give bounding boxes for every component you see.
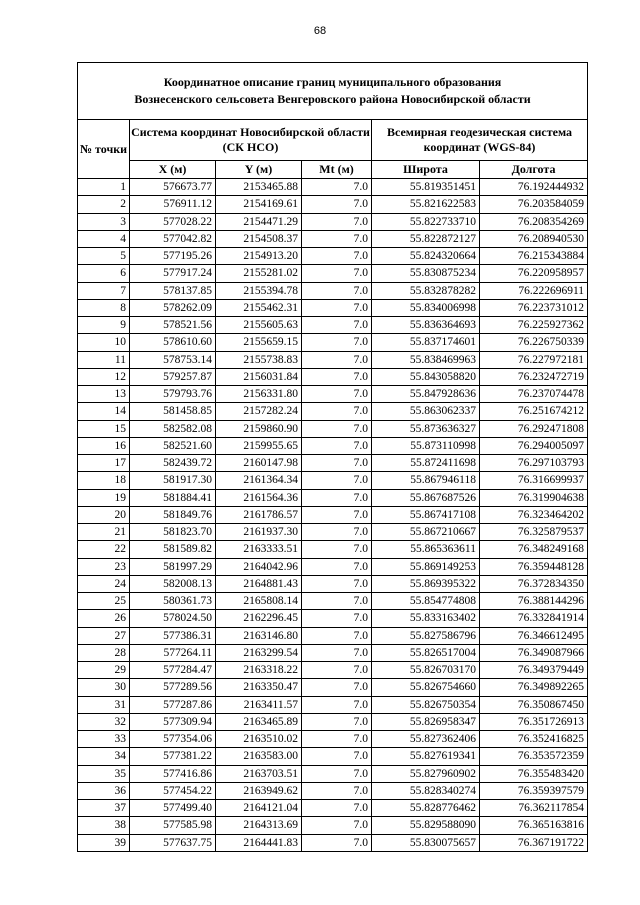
table-row [78,748,588,765]
cell-mt: 7.0 [302,506,372,523]
cell-point-number: 23 [78,558,130,575]
cell-latitude: 55.833163402 [372,610,480,627]
cell-mt: 7.0 [302,593,372,610]
table-row [78,834,588,851]
cell-mt: 7.0 [302,662,372,679]
cell-longitude: 76.365163816 [480,817,588,834]
cell-mt: 7.0 [302,765,372,782]
cell-y: 2163703.51 [216,765,302,782]
cell-y: 2164042.96 [216,558,302,575]
cell-longitude: 76.203584059 [480,196,588,213]
cell-latitude: 55.822872127 [372,230,480,247]
cell-point-number: 8 [78,299,130,316]
cell-point-number: 10 [78,334,130,351]
cell-longitude: 76.225927362 [480,317,588,334]
table-row [78,213,588,230]
table-row [78,265,588,282]
cell-x: 578610.60 [130,334,216,351]
cell-y: 2161786.57 [216,506,302,523]
cell-latitude: 55.828776462 [372,800,480,817]
cell-mt: 7.0 [302,317,372,334]
cell-longitude: 76.294005097 [480,437,588,454]
cell-longitude: 76.251674212 [480,403,588,420]
cell-mt: 7.0 [302,196,372,213]
cell-latitude: 55.832878282 [372,282,480,299]
cell-point-number: 7 [78,282,130,299]
cell-mt: 7.0 [302,679,372,696]
table-row [78,593,588,610]
table-row [78,299,588,316]
cell-longitude: 76.323464202 [480,506,588,523]
cell-latitude: 55.867946118 [372,472,480,489]
cell-y: 2164313.69 [216,817,302,834]
cell-longitude: 76.232472719 [480,368,588,385]
cell-latitude: 55.827586796 [372,627,480,644]
cell-mt: 7.0 [302,575,372,592]
cell-point-number: 13 [78,386,130,403]
cell-y: 2161364.34 [216,472,302,489]
cell-point-number: 2 [78,196,130,213]
cell-x: 576673.77 [130,179,216,196]
cell-x: 582008.13 [130,575,216,592]
cell-x: 577416.86 [130,765,216,782]
cell-x: 577917.24 [130,265,216,282]
cell-y: 2159955.65 [216,437,302,454]
cell-point-number: 26 [78,610,130,627]
cell-y: 2154913.20 [216,248,302,265]
cell-latitude: 55.829588090 [372,817,480,834]
cell-mt: 7.0 [302,455,372,472]
table-row [78,472,588,489]
cell-point-number: 21 [78,524,130,541]
cell-mt: 7.0 [302,230,372,247]
cell-latitude: 55.867210667 [372,524,480,541]
cell-latitude: 55.834006998 [372,299,480,316]
cell-mt: 7.0 [302,541,372,558]
cell-x: 582439.72 [130,455,216,472]
cell-point-number: 29 [78,662,130,679]
cell-longitude: 76.350867450 [480,696,588,713]
cell-point-number: 6 [78,265,130,282]
cell-latitude: 55.826754660 [372,679,480,696]
cell-latitude: 55.821622583 [372,196,480,213]
cell-latitude: 55.854774808 [372,593,480,610]
cell-x: 577354.06 [130,731,216,748]
cell-x: 582521.60 [130,437,216,454]
cell-longitude: 76.192444932 [480,179,588,196]
cell-longitude: 76.215343884 [480,248,588,265]
cell-point-number: 15 [78,420,130,437]
cell-point-number: 14 [78,403,130,420]
cell-y: 2155605.63 [216,317,302,334]
table-row [78,420,588,437]
cell-point-number: 17 [78,455,130,472]
cell-longitude: 76.349892265 [480,679,588,696]
cell-longitude: 76.208940530 [480,230,588,247]
cell-x: 582582.08 [130,420,216,437]
table-row [78,541,588,558]
cell-x: 581884.41 [130,489,216,506]
cell-longitude: 76.359448128 [480,558,588,575]
cell-point-number: 11 [78,351,130,368]
cell-latitude: 55.824320664 [372,248,480,265]
cell-x: 579257.87 [130,368,216,385]
cell-latitude: 55.827960902 [372,765,480,782]
cell-x: 581823.70 [130,524,216,541]
cell-x: 578024.50 [130,610,216,627]
cell-mt: 7.0 [302,834,372,851]
cell-longitude: 76.355483420 [480,765,588,782]
cell-x: 580361.73 [130,593,216,610]
cell-latitude: 55.830075657 [372,834,480,851]
cell-longitude: 76.362117854 [480,800,588,817]
coordinates-table [77,62,588,852]
cell-y: 2154169.61 [216,196,302,213]
cell-mt: 7.0 [302,351,372,368]
cell-x: 578137.85 [130,282,216,299]
cell-x: 576911.12 [130,196,216,213]
cell-point-number: 19 [78,489,130,506]
cell-point-number: 5 [78,248,130,265]
cell-longitude: 76.316699937 [480,472,588,489]
cell-x: 577585.98 [130,817,216,834]
cell-point-number: 4 [78,230,130,247]
cell-point-number: 32 [78,713,130,730]
cell-point-number: 16 [78,437,130,454]
cell-y: 2161937.30 [216,524,302,541]
cell-mt: 7.0 [302,817,372,834]
cell-x: 581589.82 [130,541,216,558]
table-row [78,765,588,782]
table-row [78,506,588,523]
cell-y: 2161564.36 [216,489,302,506]
header-x: X (м) [130,161,216,179]
cell-point-number: 31 [78,696,130,713]
table-row [78,386,588,403]
header-point-number: № точки [78,120,130,179]
cell-mt: 7.0 [302,800,372,817]
cell-point-number: 12 [78,368,130,385]
cell-longitude: 76.297103793 [480,455,588,472]
cell-x: 577386.31 [130,627,216,644]
cell-mt: 7.0 [302,420,372,437]
cell-longitude: 76.367191722 [480,834,588,851]
cell-latitude: 55.838469963 [372,351,480,368]
table-row [78,817,588,834]
cell-y: 2154471.29 [216,213,302,230]
cell-y: 2154508.37 [216,230,302,247]
cell-latitude: 55.847928636 [372,386,480,403]
title-line-2: Вознесенского сельсовета Венгеровского района Новосибирской области [134,92,531,106]
cell-y: 2163411.57 [216,696,302,713]
cell-mt: 7.0 [302,248,372,265]
table-row [78,696,588,713]
table-row [78,679,588,696]
cell-mt: 7.0 [302,524,372,541]
cell-point-number: 37 [78,800,130,817]
cell-x: 579793.76 [130,386,216,403]
cell-latitude: 55.843058820 [372,368,480,385]
cell-x: 581849.76 [130,506,216,523]
page-number: 68 [313,25,327,37]
table-row [78,524,588,541]
table-row [78,627,588,644]
cell-x: 577287.86 [130,696,216,713]
table-row [78,644,588,661]
cell-y: 2163949.62 [216,782,302,799]
cell-x: 577028.22 [130,213,216,230]
cell-longitude: 76.226750339 [480,334,588,351]
cell-x: 577381.22 [130,748,216,765]
cell-point-number: 36 [78,782,130,799]
cell-longitude: 76.332841914 [480,610,588,627]
cell-latitude: 55.867417108 [372,506,480,523]
cell-point-number: 1 [78,179,130,196]
cell-y: 2153465.88 [216,179,302,196]
cell-mt: 7.0 [302,179,372,196]
table-row [78,248,588,265]
cell-point-number: 20 [78,506,130,523]
cell-y: 2164881.43 [216,575,302,592]
cell-mt: 7.0 [302,334,372,351]
table-row [78,610,588,627]
cell-latitude: 55.826958347 [372,713,480,730]
cell-x: 577284.47 [130,662,216,679]
cell-latitude: 55.837174601 [372,334,480,351]
cell-mt: 7.0 [302,282,372,299]
cell-longitude: 76.325879537 [480,524,588,541]
cell-x: 578753.14 [130,351,216,368]
cell-x: 577637.75 [130,834,216,851]
cell-y: 2164121.04 [216,800,302,817]
cell-mt: 7.0 [302,403,372,420]
cell-mt: 7.0 [302,644,372,661]
cell-mt: 7.0 [302,558,372,575]
cell-latitude: 55.822733710 [372,213,480,230]
cell-point-number: 25 [78,593,130,610]
table-row [78,800,588,817]
cell-point-number: 27 [78,627,130,644]
cell-latitude: 55.830875234 [372,265,480,282]
cell-x: 577264.11 [130,644,216,661]
cell-y: 2160147.98 [216,455,302,472]
cell-latitude: 55.827362406 [372,731,480,748]
cell-y: 2156031.84 [216,368,302,385]
cell-mt: 7.0 [302,437,372,454]
cell-y: 2163318.22 [216,662,302,679]
cell-latitude: 55.826703170 [372,662,480,679]
cell-x: 577309.94 [130,713,216,730]
cell-longitude: 76.372834350 [480,575,588,592]
header-nso-system: Система координат Новосибирской области (СК НСО) [130,120,372,161]
table-row [78,230,588,247]
cell-y: 2163583.00 [216,748,302,765]
cell-mt: 7.0 [302,265,372,282]
cell-latitude: 55.826517004 [372,644,480,661]
cell-x: 578262.09 [130,299,216,316]
cell-point-number: 24 [78,575,130,592]
cell-y: 2156331.80 [216,386,302,403]
header-longitude: Долгота [480,161,588,179]
cell-x: 581997.29 [130,558,216,575]
cell-latitude: 55.867687526 [372,489,480,506]
table-row [78,334,588,351]
table-row [78,782,588,799]
header-wgs-system: Всемирная геодезическая система координат (WGS-84) [372,120,588,161]
cell-latitude: 55.863062337 [372,403,480,420]
cell-latitude: 55.865363611 [372,541,480,558]
cell-longitude: 76.388144296 [480,593,588,610]
cell-latitude: 55.826750354 [372,696,480,713]
table-row [78,179,588,196]
cell-x: 581458.85 [130,403,216,420]
cell-mt: 7.0 [302,213,372,230]
cell-point-number: 18 [78,472,130,489]
title-line-1: Координатное описание границ муниципального образования [163,75,502,89]
cell-y: 2163299.54 [216,644,302,661]
cell-x: 577454.22 [130,782,216,799]
cell-longitude: 76.351726913 [480,713,588,730]
cell-y: 2155462.31 [216,299,302,316]
cell-longitude: 76.349087966 [480,644,588,661]
header-mt: Mt (м) [302,161,372,179]
table-row [78,455,588,472]
cell-y: 2157282.24 [216,403,302,420]
cell-x: 577289.56 [130,679,216,696]
table-row [78,282,588,299]
cell-longitude: 76.223731012 [480,299,588,316]
cell-y: 2163333.51 [216,541,302,558]
cell-mt: 7.0 [302,748,372,765]
cell-point-number: 39 [78,834,130,851]
cell-longitude: 76.353572359 [480,748,588,765]
table-row [78,713,588,730]
cell-longitude: 76.352416825 [480,731,588,748]
cell-longitude: 76.348249168 [480,541,588,558]
table-row [78,575,588,592]
cell-y: 2155738.83 [216,351,302,368]
table-row [78,196,588,213]
cell-mt: 7.0 [302,610,372,627]
table-row [78,317,588,334]
cell-y: 2155394.78 [216,282,302,299]
cell-latitude: 55.828340274 [372,782,480,799]
cell-x: 577195.26 [130,248,216,265]
table-row [78,368,588,385]
table-row [78,731,588,748]
cell-latitude: 55.827619341 [372,748,480,765]
cell-longitude: 76.220958957 [480,265,588,282]
cell-x: 581917.30 [130,472,216,489]
cell-point-number: 30 [78,679,130,696]
cell-point-number: 3 [78,213,130,230]
cell-mt: 7.0 [302,696,372,713]
cell-y: 2165808.14 [216,593,302,610]
cell-x: 577042.82 [130,230,216,247]
cell-point-number: 34 [78,748,130,765]
table-row [78,437,588,454]
cell-longitude: 76.349379449 [480,662,588,679]
table-row [78,558,588,575]
table-row [78,351,588,368]
cell-y: 2163510.02 [216,731,302,748]
table-title [78,63,588,120]
cell-longitude: 76.222696911 [480,282,588,299]
cell-longitude: 76.319904638 [480,489,588,506]
cell-mt: 7.0 [302,489,372,506]
cell-y: 2159860.90 [216,420,302,437]
cell-y: 2162296.45 [216,610,302,627]
cell-point-number: 38 [78,817,130,834]
cell-longitude: 76.346612495 [480,627,588,644]
cell-y: 2163465.89 [216,713,302,730]
cell-longitude: 76.208354269 [480,213,588,230]
cell-mt: 7.0 [302,472,372,489]
cell-point-number: 28 [78,644,130,661]
cell-longitude: 76.292471808 [480,420,588,437]
cell-x: 577499.40 [130,800,216,817]
cell-y: 2155281.02 [216,265,302,282]
cell-point-number: 33 [78,731,130,748]
cell-point-number: 9 [78,317,130,334]
cell-mt: 7.0 [302,782,372,799]
cell-point-number: 35 [78,765,130,782]
cell-mt: 7.0 [302,713,372,730]
table-row [78,403,588,420]
cell-mt: 7.0 [302,299,372,316]
table-row [78,489,588,506]
cell-y: 2163350.47 [216,679,302,696]
cell-latitude: 55.873110998 [372,437,480,454]
header-latitude: Широта [372,161,480,179]
cell-mt: 7.0 [302,627,372,644]
cell-y: 2163146.80 [216,627,302,644]
header-y: Y (м) [216,161,302,179]
cell-latitude: 55.869395322 [372,575,480,592]
cell-longitude: 76.237074478 [480,386,588,403]
cell-y: 2155659.15 [216,334,302,351]
cell-latitude: 55.836364693 [372,317,480,334]
cell-latitude: 55.869149253 [372,558,480,575]
cell-mt: 7.0 [302,368,372,385]
cell-latitude: 55.819351451 [372,179,480,196]
cell-mt: 7.0 [302,386,372,403]
cell-latitude: 55.873636327 [372,420,480,437]
cell-x: 578521.56 [130,317,216,334]
cell-point-number: 22 [78,541,130,558]
cell-mt: 7.0 [302,731,372,748]
cell-y: 2164441.83 [216,834,302,851]
table-row [78,662,588,679]
cell-longitude: 76.359397579 [480,782,588,799]
table-body [78,179,588,852]
cell-latitude: 55.872411698 [372,455,480,472]
cell-longitude: 76.227972181 [480,351,588,368]
